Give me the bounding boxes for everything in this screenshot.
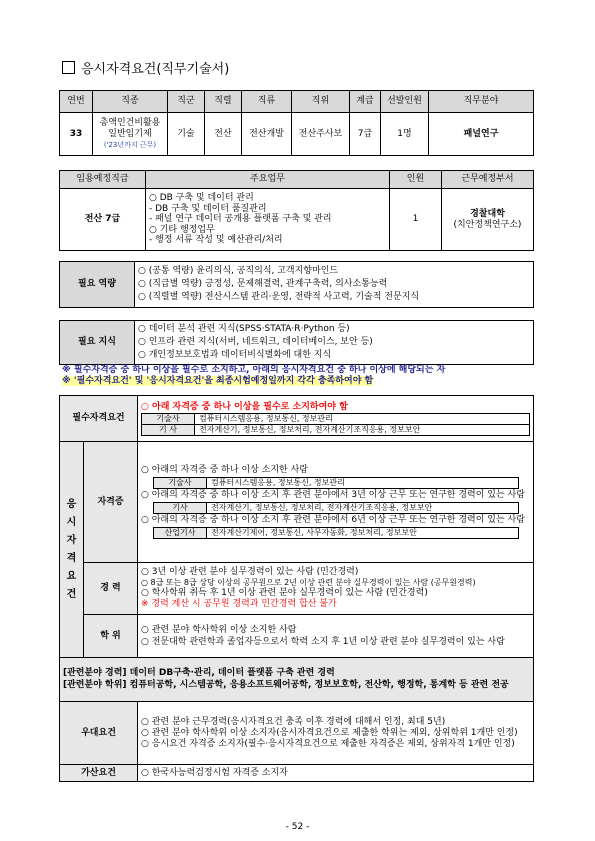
duty-item: - DB 구축 및 데이터 품질관리 bbox=[149, 203, 267, 214]
cert-row bbox=[60, 442, 534, 563]
page-number: - 52 - bbox=[285, 822, 310, 832]
cert-level: 기술사 bbox=[142, 413, 195, 424]
cert-table bbox=[153, 477, 519, 489]
knowledge-item: ○ 개인정보보호법과 데이터비식별화에 대한 지식 bbox=[138, 350, 332, 360]
col-header: 직종 bbox=[93, 91, 168, 113]
cert-label: 자격증 bbox=[84, 442, 138, 563]
duty-item: ○ DB 구축 및 데이터 관리 bbox=[149, 193, 254, 204]
cert-table bbox=[153, 502, 519, 514]
checkbox-square-icon bbox=[62, 61, 75, 74]
cert-item-text: ○ 아래의 자격증 중 하나 이상 소지 후 관련 분야에서 6년 이상 근무 또는 연구한 경력이 있는 사람 bbox=[141, 514, 525, 525]
position-table bbox=[59, 90, 534, 156]
knowledge-item: ○ 인프라 관련 지식(서버, 네트워크, 데이터베이스, 보안 등) bbox=[138, 337, 373, 347]
col-header: 직무분야 bbox=[429, 91, 534, 113]
related-career: [관련분야 경력] 데이터 DB구축·관리, 데이터 플랫폼 구축 관련 경력 bbox=[63, 668, 335, 678]
career-cell bbox=[138, 563, 534, 615]
job-field: 패널연구 bbox=[429, 113, 534, 156]
knowledge-item: ○ 데이터 분석 관련 지식(SPSS·STATA·R·Python 등) bbox=[138, 324, 350, 334]
cert-list: 전자계산기, 정보통신, 정보처리, 전자계산기조직응용, 정보보안 bbox=[195, 424, 530, 435]
duty-item: - 행정 서류 작성 및 예산관리/처리 bbox=[149, 235, 283, 246]
related-degree: [관련분야 학위] 컴퓨터공학, 시스템공학, 응용소프트웨어공학, 정보보호학, 전산학, 행정학, 통계학 등 관련 전공 bbox=[63, 680, 509, 690]
knowledge-row bbox=[60, 321, 534, 365]
cert-item-text: ○ 아래의 자격증 중 하나 이상 소지 후 관련 분야에서 3년 이상 근무 또는 연구한 경력이 있는 사람 bbox=[141, 489, 525, 500]
eligibility-side-text: 응시자격요건 bbox=[66, 498, 77, 600]
col-header: 연번 bbox=[60, 91, 93, 113]
job-group: 기술 bbox=[168, 113, 205, 156]
section-title bbox=[62, 58, 229, 77]
bonus-label: 가산요건 bbox=[60, 765, 138, 782]
cert-cell bbox=[138, 442, 534, 563]
job-type-line1: 총액인건비활용 bbox=[99, 117, 161, 128]
job-class: 전산개발 bbox=[242, 113, 292, 156]
people-cell: 1 bbox=[390, 189, 442, 251]
competency-label: 필요 역량 bbox=[60, 262, 135, 308]
degree-item: ○ 전문대학 관련학과 졸업자등으로서 학력 소지 후 1년 이상 관련 분야 실무경력이 있는 사람 bbox=[141, 637, 505, 647]
competency-item: ○ (직급별 역량) 긍정성, 문제해결력, 관계구축력, 의사소통능력 bbox=[138, 279, 388, 289]
bonus-row bbox=[60, 765, 534, 782]
col-header: 선발인원 bbox=[381, 91, 429, 113]
col-header: 직렬 bbox=[205, 91, 242, 113]
qualification-table bbox=[59, 395, 534, 782]
cert-level: 산업기사 bbox=[154, 527, 207, 538]
career-label: 경 력 bbox=[84, 563, 138, 615]
col-header: 임용예정직급 bbox=[60, 171, 146, 189]
position-row bbox=[60, 113, 534, 156]
knowledge-cell bbox=[135, 321, 534, 365]
degree-cell bbox=[138, 615, 534, 658]
preference-item: ○ 관련 분야 근무경력(응시자격요건 충족 이후 경력에 대해서 인정, 최대 5년) bbox=[141, 716, 446, 727]
notes bbox=[62, 365, 537, 387]
job-type-note: ('23년까지 근무) bbox=[103, 140, 157, 149]
job-position: 전산주사보 bbox=[292, 113, 350, 156]
duty-header-row bbox=[60, 171, 534, 189]
cert-list: 컴퓨터시스템응용, 정보통신, 정보관리 bbox=[207, 477, 519, 488]
duty-item: ○ 기타 행정업무 bbox=[149, 224, 215, 235]
career-warning: ※ 경력 계산 시 공무원 경력과 민간경력 합산 불가 bbox=[141, 598, 337, 609]
note-line: ※ '필수자격요건' 및 '응시자격요건'을 최종시험예정일까지 각각 충족하여야 함 bbox=[62, 376, 374, 386]
eligibility-side-label bbox=[60, 442, 84, 658]
preference-item: ○ 관련 분야 학사학위 이상 소지자(응시자격요건으로 제출한 학위는 제외, 상위학위 1개만 인정) bbox=[141, 727, 518, 738]
cert-item-text: ○ 아래의 자격증 중 하나 이상 소지한 사람 bbox=[141, 464, 308, 475]
duty-row bbox=[60, 189, 534, 251]
degree-label: 학 위 bbox=[84, 615, 138, 658]
col-header: 직위 bbox=[292, 91, 350, 113]
position-header-row bbox=[60, 91, 534, 113]
degree-item: ○ 관련 분야 학사학위 이상 소지한 사람 bbox=[141, 625, 297, 635]
col-header: 인원 bbox=[390, 171, 442, 189]
preference-cell bbox=[138, 702, 534, 765]
required-cert-table bbox=[141, 413, 530, 436]
cert-list: 전자계산기, 정보통신, 정보처리, 전자계산기조직응용, 정보보안 bbox=[207, 502, 519, 513]
job-type-cell bbox=[93, 113, 168, 156]
job-series: 전산 bbox=[205, 113, 242, 156]
required-row bbox=[60, 396, 534, 442]
required-head: ○ 아래 자격증 중 하나 이상을 필수로 소지하여야 함 bbox=[141, 401, 348, 412]
competency-table bbox=[59, 261, 534, 308]
required-cell bbox=[138, 396, 534, 442]
knowledge-table bbox=[59, 320, 534, 365]
related-field-row bbox=[60, 658, 534, 702]
required-label: 필수자격요건 bbox=[60, 396, 138, 442]
bonus-cell: ○ 한국사능력검정시험 자격증 소지자 bbox=[138, 765, 534, 782]
competency-cell bbox=[135, 262, 534, 308]
dept-cell bbox=[442, 189, 534, 251]
competency-row bbox=[60, 262, 534, 308]
col-header: 직류 bbox=[242, 91, 292, 113]
note-line: ※ 필수자격증 중 하나 이상을 필수로 소지하고, 아래의 응시자격요건 중 하나 이상에 해당되는 자 bbox=[62, 365, 446, 375]
cert-level: 기 사 bbox=[142, 424, 195, 435]
cert-list: 컴퓨터시스템응용, 정보통신, 정보관리 bbox=[195, 413, 530, 424]
degree-row bbox=[60, 615, 534, 658]
cert-level: 기사 bbox=[154, 502, 207, 513]
job-count: 1명 bbox=[381, 113, 429, 156]
related-field-cell bbox=[60, 658, 534, 702]
cert-level: 기술사 bbox=[154, 477, 207, 488]
cert-list: 전자계산기제어, 정보통신, 사무자동화, 정보처리, 정보보안 bbox=[207, 527, 519, 538]
career-row bbox=[60, 563, 534, 615]
competency-item: ○ (공통 역량) 윤리의식, 공직의식, 고객지향마인드 bbox=[138, 266, 339, 276]
col-header: 근무예정부서 bbox=[442, 171, 534, 189]
section-title-text: 응시자격요건(직무기술서) bbox=[81, 62, 230, 77]
duties-cell bbox=[146, 189, 390, 251]
duty-table bbox=[59, 170, 534, 251]
knowledge-label: 필요 지식 bbox=[60, 321, 135, 365]
rank-cell: 전산 7급 bbox=[60, 189, 146, 251]
job-type-line2: 일반임기제 bbox=[108, 128, 152, 139]
competency-item: ○ (직렬별 역량) 전산시스템 관리·운영, 전략적 사고력, 기술적 전문지식 bbox=[138, 292, 420, 302]
dept-sub: (치안정책연구소) bbox=[453, 219, 522, 230]
preference-item: ○ 응시요건 자격증 소지자(필수·응시자격요건으로 제출한 자격증은 제외, 상위자격 1개만 인정) bbox=[141, 738, 515, 749]
career-item: ○ 8급 또는 8급 상당 이상의 공무원으로 2년 이상 관련 분야 실무경력이 있는 사람 (공무원경력) bbox=[141, 577, 476, 587]
row-number: 33 bbox=[60, 113, 93, 156]
preference-label: 우대요건 bbox=[60, 702, 138, 765]
dept-name: 경찰대학 bbox=[470, 208, 505, 219]
job-grade: 7급 bbox=[350, 113, 381, 156]
col-header: 주요업무 bbox=[146, 171, 390, 189]
cert-table bbox=[153, 527, 519, 539]
col-header: 계급 bbox=[350, 91, 381, 113]
duty-item: - 패널 연구 데이터 공개용 플랫폼 구축 및 관리 bbox=[149, 214, 332, 225]
col-header: 직군 bbox=[168, 91, 205, 113]
career-item: ○ 3년 이상 관련 분야 실무경력이 있는 사람 (민간경력) bbox=[141, 567, 359, 578]
preference-row bbox=[60, 702, 534, 765]
career-item: ○ 학사학위 취득 후 1년 이상 관련 분야 실무경력이 있는 사람 (민간경력) bbox=[141, 588, 428, 599]
